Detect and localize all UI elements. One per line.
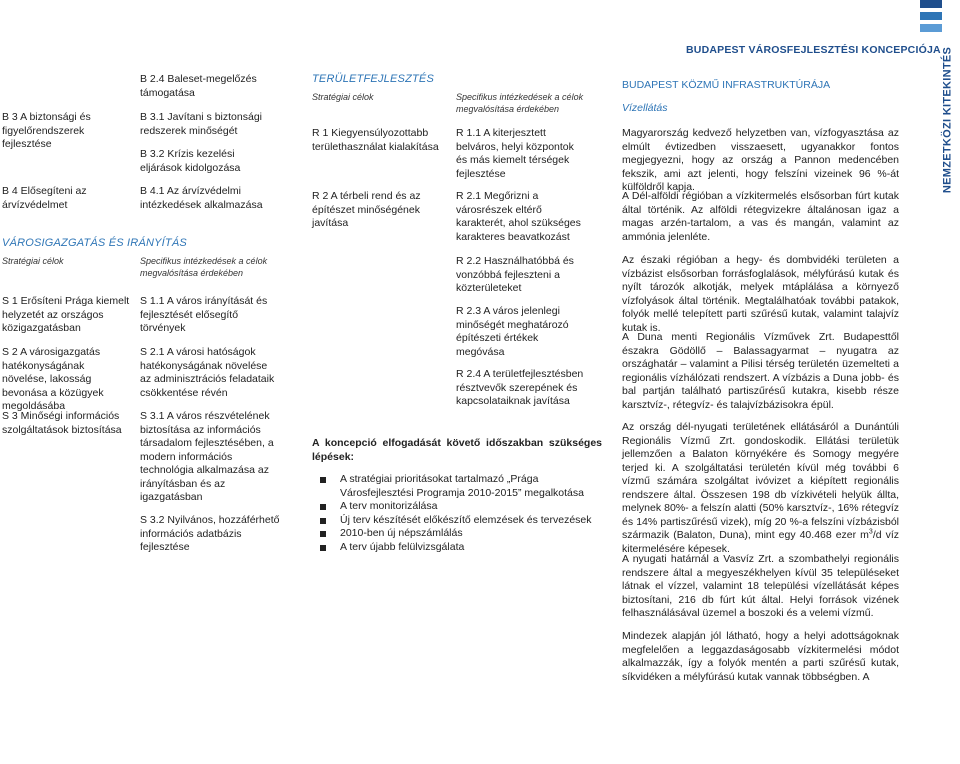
measure-r21: R 2.1 Megőrizni a városrészek eltérő karakterét, ahol szükséges karakteres beavatkozást: [456, 190, 581, 243]
measure-s21: S 2.1 A városi hatóságok hatékonyságának növelése az adminisztrációs feladataik csökkentése révén: [140, 346, 275, 399]
measure-b41: B 4.1 Az árvízvédelmi intézkedések alkalmazása: [140, 185, 263, 211]
paragraph-part: /d víz kitermelésére képesek.: [622, 529, 899, 555]
list-item: A stratégiai prioritásokat tartalmazó „Prága Városfejlesztési Programja 2010-2015” megalkotása: [312, 473, 612, 500]
goal-s3: S 3 Minőségi információs szolgáltatások biztosítása: [2, 410, 122, 436]
measure-r11: R 1.1 A kiterjesztett belváros, helyi központok és más kiemelt térségek fejlesztése: [456, 127, 574, 180]
next-steps-list: [312, 473, 612, 554]
decorative-bars: [920, 0, 942, 36]
goal-r2: R 2 A térbeli rend és az építészet minőségének javítása: [312, 190, 421, 229]
goals-label: Stratégiai célok: [2, 256, 64, 266]
measure-s11: S 1.1 A város irányítását és fejlesztését elősegítő törvények: [140, 295, 268, 334]
paragraph: Az északi régióban a hegy- és dombvidéki területen a vízbázist elsősorban forrásfoglalások, mélyfúrású kutak és nyílt tározók alkotják, melyek mtáplálása a környező vízfolyások által történik. Megtalálhatóak további patakok, folyók mellé telepített parti szűrésű kutak, valamint talajvíz kutak is.: [622, 254, 899, 334]
goal-s1: S 1 Erősíteni Prága kiemelt helyzetét az országos közigazgatásban: [2, 295, 130, 334]
spec-label: Specifikus intézkedések a célok megvalósítása érdekében: [140, 256, 268, 278]
list-item: 2010-ben új népszámlálás: [312, 527, 612, 541]
paragraph-with-sup: [622, 421, 899, 556]
list-item: A terv újabb felülvizsgálata: [312, 541, 612, 555]
measure-b24: B 2.4 Baleset-megelőzés támogatása: [140, 73, 257, 99]
paragraph: A Dél-alföldi régióban a vízkitermelés elsősorban fúrt kutak által történik. Az alföldi rétegvizekre általánosan igaz a magas arzén-tartalom, a vas és mangán, valamint az ammónia jelenléte.: [622, 190, 899, 243]
goal-s2: S 2 A városigazgatás hatékonyságának növelése, lakosság bevonása a közügyek megoldásába: [2, 346, 104, 412]
infra-title: BUDAPEST KÖZMŰ INFRASTRUKTÚRÁJA: [622, 79, 831, 91]
paragraph: Magyarország kedvező helyzetben van, vízfogyasztása az elmúlt évtizedben visszaesett, ugyanakkor fontos megjegyezni, hogy az ország a Pannon medencében fekszik, ami azt jelenti, hogy felszíni vizeinek 96 %-át külföldről kapja.: [622, 127, 899, 193]
section-title-teruletfejlesztes: TERÜLETFEJLESZTÉS: [312, 73, 434, 85]
paragraph: A Duna menti Regionális Vízművek Zrt. Budapesttől északra Gödöllő – Balassagyarmat – nyugatra az országhatár – valamint a Pilisi térség területén üzemelteti a regionális vízhálózati rendszert. A vízbázis a Duna jobb- és bal partján található partiszűrésű kutakra, kisebb része karsztvíz-, rétegvíz- és talajvízbázisokra épül.: [622, 331, 899, 411]
superscript: 3: [868, 528, 873, 536]
side-label: [936, 40, 960, 200]
paragraph: Mindezek alapján jól látható, hogy a helyi adottságoknak megfelelően a leggazdaságosabb vízkitermelési módot alkalmazzák, így a folyók mentén a parti szűrésű kutak, síkvidéken a mélyfúrású kutak vannak többségben. A: [622, 630, 899, 683]
goals-label-r: Stratégiai célok: [312, 92, 374, 102]
list-item: A terv monitorizálása: [312, 500, 612, 514]
infra-subtitle: Vízellátás: [622, 102, 668, 114]
spec-label-r: Specifikus intézkedések a célok megvalósítása érdekében: [456, 92, 584, 114]
goal-r1: R 1 Kiegyensúlyozottabb területhasználat kialakítása: [312, 127, 439, 153]
measure-s31: S 3.1 A város részvételének biztosítása az információs társadalom fejlesztésében, a modern információs technológia alkalmazása az irányításban és az igazgatásban: [140, 410, 274, 503]
measure-r24: R 2.4 A területfejlesztésben résztvevők szerepének és kapcsolataiknak javítása: [456, 368, 584, 407]
goal-b3: B 3 A biztonsági és figyelőrendszerek fejlesztése: [2, 111, 91, 150]
measure-s32: S 3.2 Nyilvános, hozzáférhető információs adatbázis fejlesztése: [140, 514, 280, 553]
goal-b4: B 4 Elősegíteni az árvízvédelmet: [2, 185, 87, 211]
next-steps-heading: A koncepció elfogadását követő időszakban szükséges lépések:: [312, 437, 602, 463]
concept-title: BUDAPEST VÁROSFEJLESZTÉSI KONCEPCIÓJA: [686, 44, 941, 56]
side-label-text: NEMZETKÖZI KITEKINTÉS: [941, 46, 954, 194]
section-title-varosigazgatas: VÁROSIGAZGATÁS ÉS IRÁNYÍTÁS: [2, 237, 187, 249]
measure-b31: B 3.1 Javítani s biztonsági redszerek minőségét: [140, 111, 262, 137]
paragraph: A nyugati határnál a Vasvíz Zrt. a szombathelyi regionális rendszere által a megyeszékhelyen kívül 35 településeket látnak el vízzel, valamint 18 települési vízellátását képes biztosítani, 216 db fúrt kút által. Helyi források vizének felhasználásával üzemel a boszoki és a velemi vízmű.: [622, 553, 899, 619]
paragraph-part: Az ország dél-nyugati területének ellátásáról a Dunántúli Regionális Vízmű Zrt. gondoskodik. Ellátási területük jellemzően a Balaton környékére és Somogy megyére terjed ki. A szolgáltatási területén kívül még további 6 vízmű számára szolgáltat ivóvizet a kiépített regionális rendszere által. Összesen 198 db vízkivételi helyük állta, melynek 80%- a felszín alatti (50% karsztvíz-, 16% rétegvíz és 14% partiszűrésű vizek), míg 20 %-a felszíni vízbázisból származik (Balaton, Duna), mint egy 40.468 ezer m: [622, 421, 899, 541]
list-item: Új terv készítését előkészítő elemzések és tervezések: [312, 514, 612, 528]
measure-r23: R 2.3 A város jelenlegi minőségét meghatározó építészeti értékek megóvása: [456, 305, 569, 358]
measure-b32: B 3.2 Krízis kezelési eljárások kidolgozása: [140, 148, 241, 174]
measure-r22: R 2.2 Használhatóbbá és vonzóbbá fejleszteni a közterületeket: [456, 255, 574, 294]
